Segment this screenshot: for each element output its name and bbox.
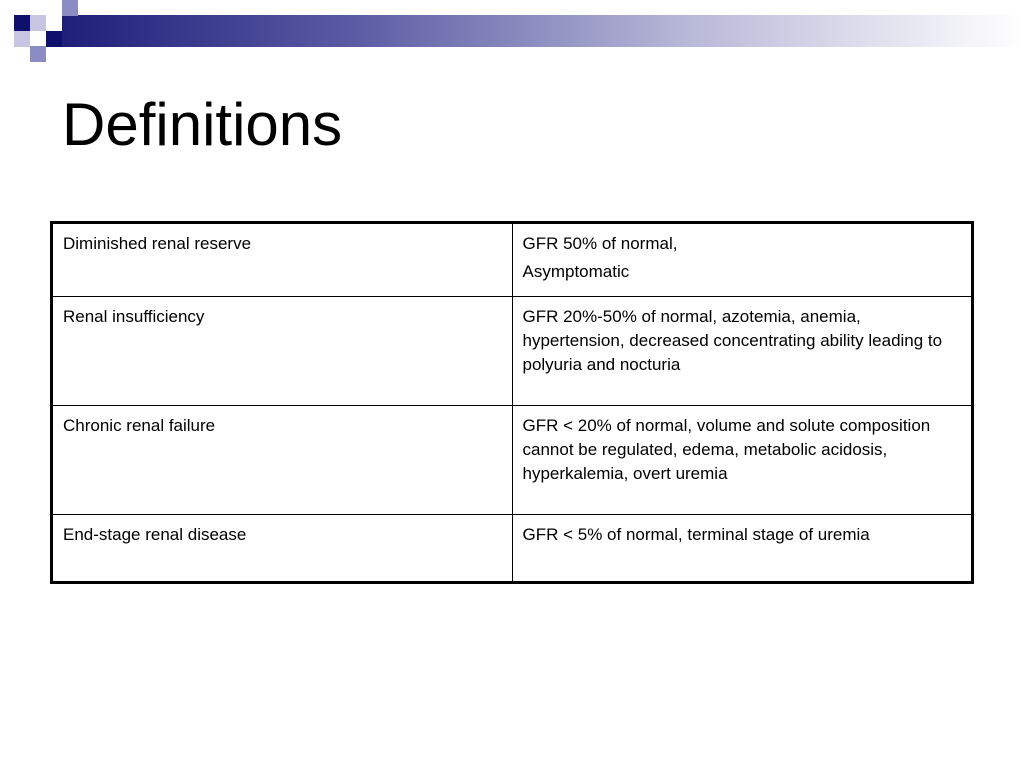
definition-cell xyxy=(512,297,973,406)
table-row xyxy=(52,223,973,297)
term-cell: Diminished renal reserve xyxy=(52,223,513,297)
definition-line: Asymptomatic xyxy=(522,262,630,281)
page-title: Definitions xyxy=(62,91,343,158)
table-row xyxy=(52,297,973,406)
decor-square xyxy=(14,15,30,31)
term-cell: End-stage renal disease xyxy=(52,515,513,583)
decor-square xyxy=(30,15,46,31)
definition-line: GFR < 20% of normal, volume and solute composition cannot be regulated, edema, metabolic acidosis, hyperkalemia, overt uremia xyxy=(522,416,931,483)
definition-cell xyxy=(512,406,973,515)
decor-square xyxy=(30,46,46,62)
definition-line: GFR < 5% of normal, terminal stage of uremia xyxy=(522,525,870,544)
decor-square xyxy=(62,0,78,16)
definitions-table xyxy=(50,221,974,584)
definition-cell xyxy=(512,223,973,297)
decor-square xyxy=(46,31,62,47)
definition-cell xyxy=(512,515,973,583)
table-row xyxy=(52,406,973,515)
decor-square xyxy=(46,15,62,31)
term-cell: Chronic renal failure xyxy=(52,406,513,515)
decor-square xyxy=(14,31,30,47)
definition-line: GFR 50% of normal, xyxy=(522,234,678,253)
header-gradient-band xyxy=(62,15,1024,47)
definition-line: GFR 20%-50% of normal, azotemia, anemia, hypertension, decreased concentrating ability leading to polyuria and nocturia xyxy=(522,307,943,374)
table-row xyxy=(52,515,973,583)
term-cell: Renal insufficiency xyxy=(52,297,513,406)
